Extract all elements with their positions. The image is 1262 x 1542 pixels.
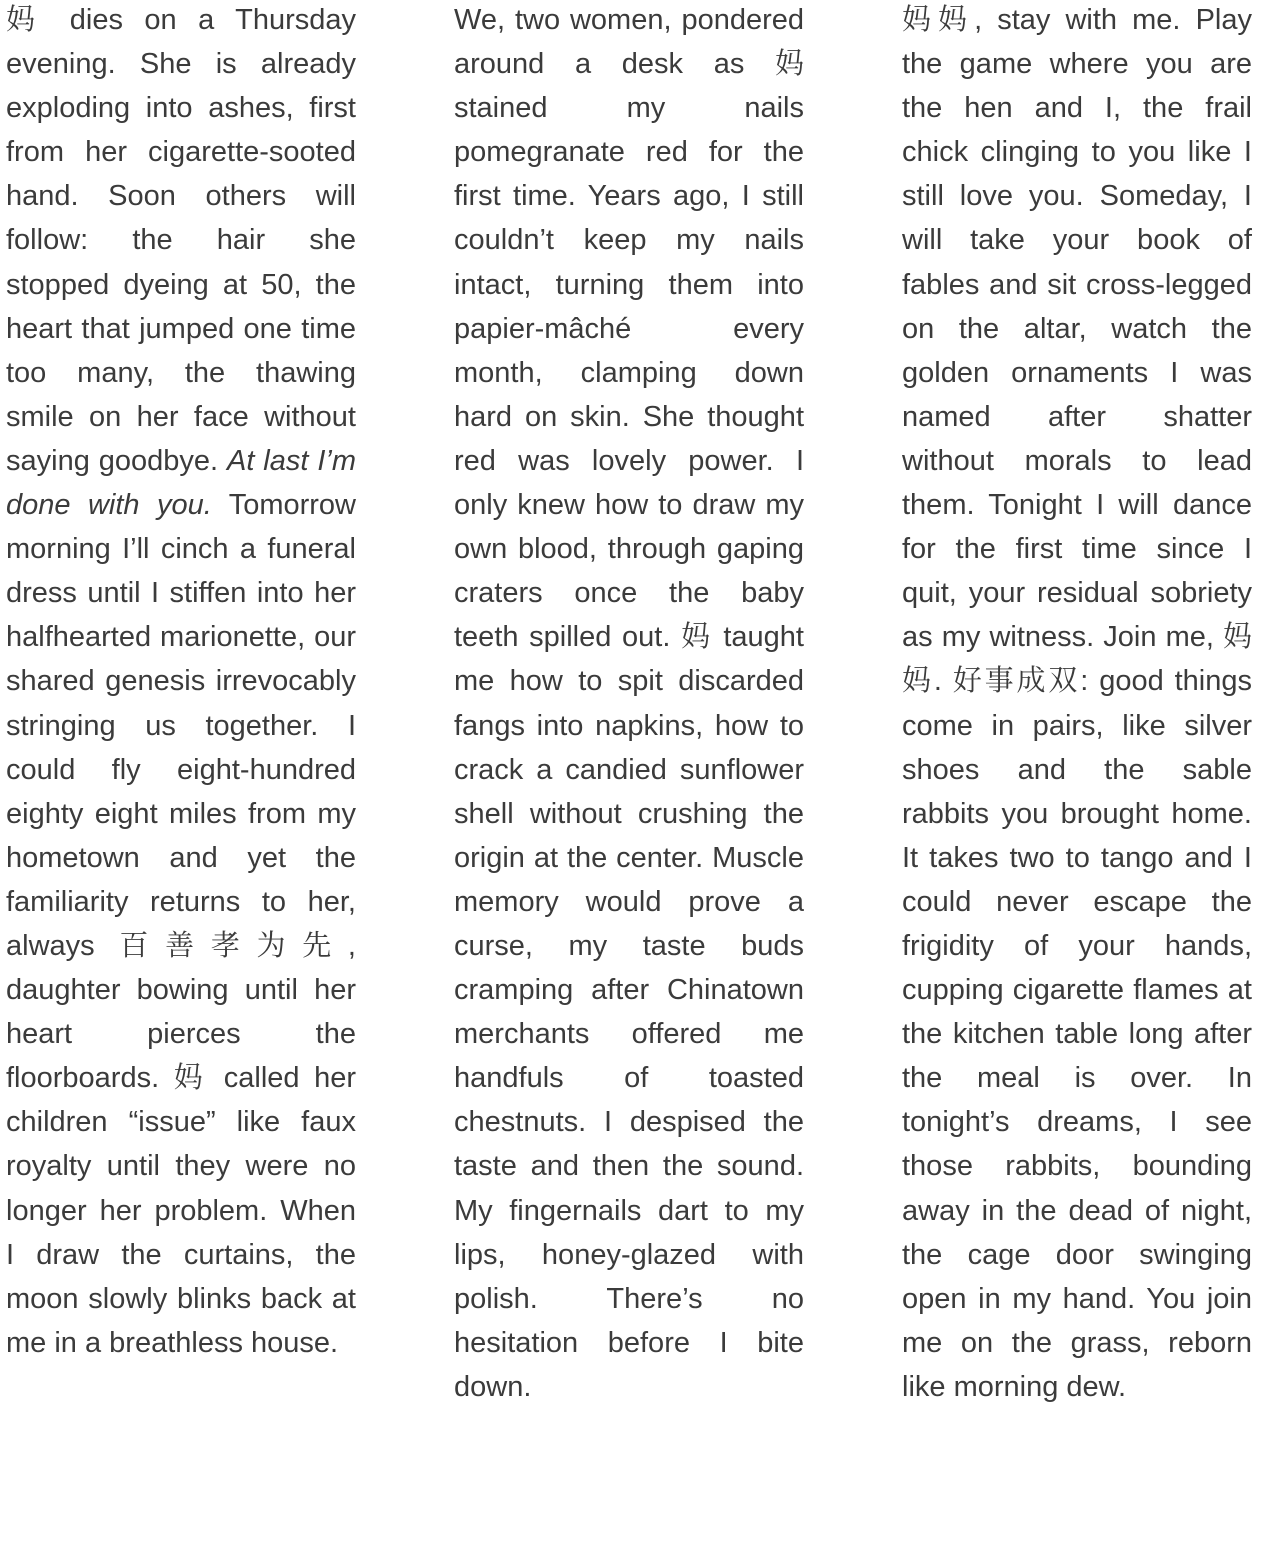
text-column-1 [6, 0, 356, 1365]
column-1-segment-1: 妈 dies on a Thursday evening. She is already exploding into ashes, first from her cigarette-sooted hand. Soon others will follow: the hair she stopped dyeing at 50, the heart that jumped one time too many, the thawing smile on her face without saying goodbye. [6, 4, 356, 477]
column-3-segment-1: 妈妈, stay with me. Play the game where you are the hen and I, the frail chick clinging to you like I still love you. Someday, I will take your book of fables and sit cross-legged on the altar, watch the golden ornaments I was named after shatter without morals to lead them. Tonight I will dance for the first time since I quit, your residual sobriety as my witness. Join me, 妈妈. 好事成双: good things come in pairs, like silver shoes and the sable rabbits you brought home. It takes two to tango and I could never escape the frigidity of your hands, cupping cigarette flames at the kitchen table long after the meal is over. In tonight’s dreams, I see those rabbits, bounding away in the dead of night, the cage door swinging open in my hand. You join me on the grass, reborn like morning dew. [902, 4, 1252, 1403]
column-1-italic-segment: At last I’m done with you. [6, 444, 356, 522]
text-column-3 [902, 0, 1252, 1409]
column-2-segment-1: We, two women, pondered around a desk as 妈 stained my nails pomegranate red for the first time. Years ago, I still couldn’t keep my nails intact, turning them into papier-mâché every month, clamping down hard on skin. She thought red was lovely power. I only knew how to draw my own blood, through gaping craters once the baby teeth spilled out. 妈 taught me how to spit discarded fangs into napkins, how to crack a candied sunflower shell without crushing the origin at the center. Muscle memory would prove a curse, my taste buds cramping after Chinatown merchants offered me handfuls of toasted chestnuts. I despised the taste and then the sound. My fingernails dart to my lips, honey-glazed with polish. There’s no hesitation before I bite down. [454, 4, 804, 1403]
column-1-segment-3: Tomorrow morning I’ll cinch a funeral dress until I stiffen into her halfhearted marionette, our shared genesis irrevocably stringing us together. I could fly eight-hundred eighty eight miles from my hometown and yet the familiarity returns to her, always 百善孝为先, daughter bowing until her heart pierces the floorboards. 妈 called her children “issue” like faux royalty until they were no longer her problem. When I draw the curtains, the moon slowly blinks back at me in a breathless house. [6, 489, 356, 1359]
text-column-2 [454, 0, 804, 1409]
